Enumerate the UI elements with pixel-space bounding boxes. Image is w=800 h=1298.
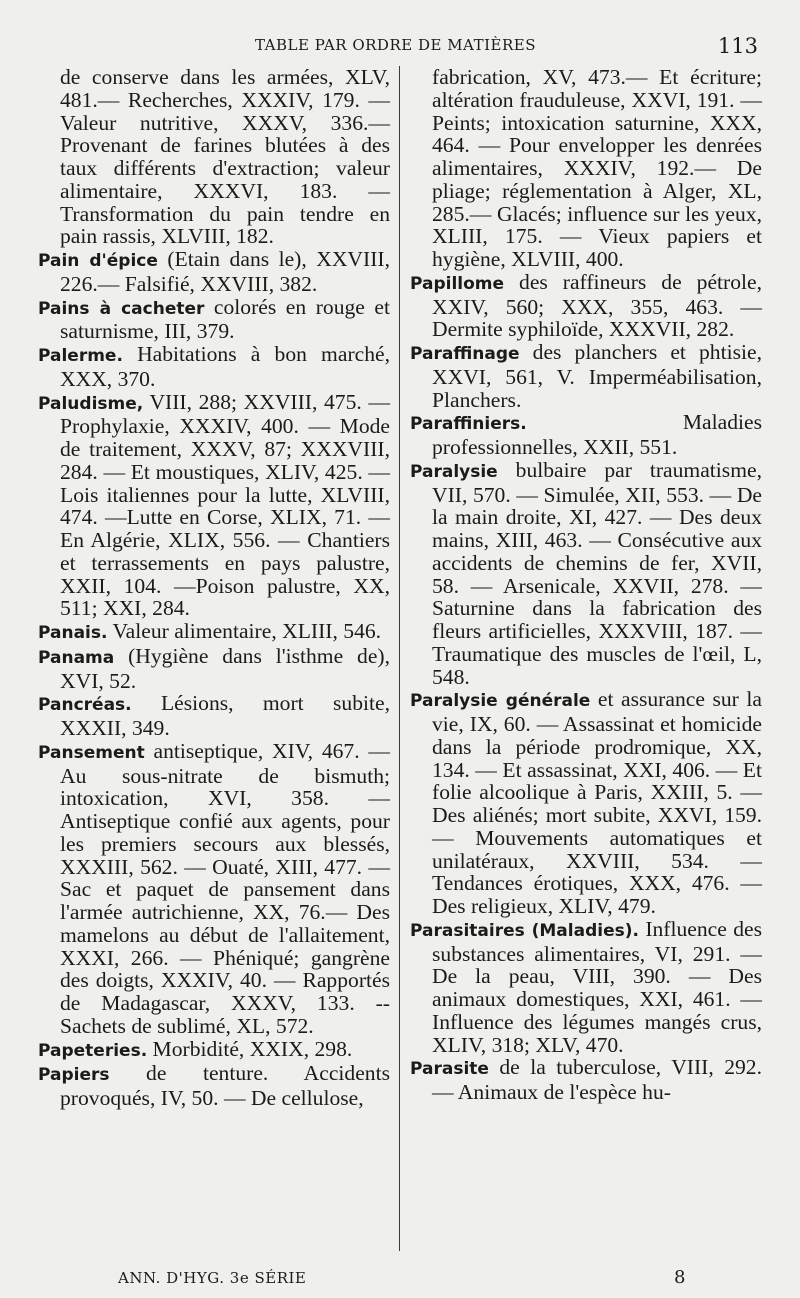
- index-references: des raffineurs de pétrole, XXIV, 560; XXX, 355, 463. — Dermite syphiloïde, XXXVII, 282.: [432, 269, 762, 342]
- index-entry: [38, 692, 390, 740]
- index-references: de la tuberculose, VIII, 292. — Animaux de l'espèce hu-: [432, 1055, 762, 1104]
- left-column: [38, 66, 390, 1110]
- index-term: Panama: [38, 647, 115, 668]
- index-entry: [38, 620, 390, 645]
- index-term: Parasite: [410, 1059, 489, 1080]
- index-term: Pains à cacheter: [38, 298, 205, 319]
- page-footer: [118, 1269, 718, 1291]
- index-entry: [38, 1062, 390, 1110]
- index-references: colorés en rouge et saturnisme, III, 379.: [60, 294, 390, 344]
- index-entry: [38, 296, 390, 344]
- journal-signature: ANN. D'HYG. 3e SÉRIE: [118, 1269, 307, 1287]
- index-term: Paraffinage: [410, 344, 520, 364]
- index-term: Paralysie générale: [410, 691, 591, 712]
- index-references: de conserve dans les armées, XLV, 481.— Recherches, XXXIV, 179. — Valeur nutritive, XXXV, 336.—Provenant de farines blutées à des taux différents d'extraction; valeur alimentaire, XXXVI, 183. — Transformation du pain tendre en pain rassis, XLVIII, 182.: [60, 65, 390, 249]
- index-references: Valeur alimentaire, XLIII, 546.: [107, 619, 382, 643]
- index-entry: [410, 688, 762, 918]
- right-column: [410, 66, 762, 1104]
- index-term: Palerme.: [38, 346, 123, 366]
- index-term: Pain d'épice: [38, 251, 158, 271]
- index-entry: [38, 391, 390, 621]
- index-references: VIII, 288; XXVIII, 475. — Prophylaxie, XXXIV, 400. — Mode de traitement, XXXV, 87; XXXVIII, 284. — Et moustiques, XLIV, 425. — Lois italiennes pour la lutte, XLVIII, 474. —Lutte en Corse, XLIX, 71. — En Algérie, XLIX, 556. — Chantiers et terrassements en pays palustre, XXII, 104. —Poison palustre, XX, 511; XXI, 284.: [60, 389, 390, 621]
- column-divider: [399, 66, 400, 1251]
- index-references: bulbaire par traumatisme, VII, 570. — Simulée, XII, 553. — De la main droite, XI, 427. — Des deux mains, XIII, 463. — Consécutive aux accidents de chemins de fer, XVII, 58. — Arsenicale, XXVII, 278. — Saturnine dans la fabrication des fleurs artificielles, XXXVIII, 187. — Traumatique des muscles de l'œil, L, 548.: [432, 457, 762, 689]
- running-header: [60, 34, 760, 60]
- index-entry: [38, 248, 390, 296]
- index-term: Panais.: [38, 623, 108, 643]
- index-entry: [410, 1056, 762, 1104]
- index-references: et assurance sur la vie, IX, 60. — Assassinat et homicide dans la période prodromique, XX, 134. — Et assassinat, XXI, 406. — Et folie alcoolique à Paris, XXIII, 5. — Des aliénés; mort subite, XXVI, 159. — Mouvements automatiques et unilatéraux, XXVIII, 534. — Tendances érotiques, XXX, 476. — Des religieux, XLIV, 479.: [432, 687, 762, 918]
- index-entry: [410, 918, 762, 1057]
- index-references: Habitations à bon marché, XXX, 370.: [60, 342, 390, 391]
- index-entry: [410, 271, 762, 341]
- index-references: de tenture. Accidents provoqués, IV, 50. — De cellulose,: [60, 1061, 390, 1110]
- index-entry: [38, 1038, 390, 1063]
- index-references: (Hygiène dans l'isthme de), XVI, 52.: [60, 643, 390, 693]
- index-references: Morbidité, XXIX, 298.: [147, 1036, 353, 1061]
- index-entry: [38, 740, 390, 1038]
- index-term: Pancréas.: [38, 695, 132, 716]
- index-entry: [410, 459, 762, 689]
- index-term: Paralysie: [410, 461, 498, 482]
- index-references: Maladies professionnelles, XXII, 551.: [432, 410, 762, 459]
- index-term: Paludisme,: [38, 393, 144, 414]
- index-term: Pansement: [38, 742, 145, 763]
- index-term: Papillome: [410, 273, 505, 294]
- index-references: fabrication, XV, 473.— Et écriture; altération frauduleuse, XXVI, 191. — Peints; intoxication saturnine, XXX, 464. — Pour envelopper les denrées alimentaires, XXXIV, 192.— De pliage; réglementation à Alger, XL, 285.— Glacés; influence sur les yeux, XLIII, 175. — Vieux papiers et hygiène, XLVIII, 400.: [432, 65, 762, 271]
- index-references: (Etain dans le), XXVIII, 226.— Falsifié, XXVIII, 382.: [60, 247, 390, 296]
- index-term: Parasitaires (Maladies).: [410, 920, 639, 941]
- index-term: Papeteries.: [38, 1040, 148, 1061]
- index-entry: [38, 66, 390, 248]
- running-title: TABLE PAR ORDRE DE MATIÈRES: [255, 36, 536, 54]
- index-references: Influence des substances alimentaires, VI, 291. — De la peau, VIII, 390. — Des animaux domestiques, XXI, 461. — Influence des légumes mangés crus, XLIV, 318; XLV, 470.: [432, 916, 762, 1057]
- index-term: Papiers: [38, 1065, 110, 1086]
- index-term: Paraffiniers.: [410, 414, 527, 435]
- index-references: des planchers et phtisie, XXVI, 561, V. Imperméabilisation, Planchers.: [432, 340, 762, 412]
- index-entry: [410, 411, 762, 459]
- index-entry: [38, 645, 390, 693]
- page-number: 113: [717, 34, 758, 58]
- index-references: Lésions, mort subite, XXXII, 349.: [60, 691, 390, 740]
- sheet-signature: 8: [674, 1267, 686, 1288]
- index-entry: [410, 66, 762, 271]
- index-entry: [410, 341, 762, 411]
- index-references: antiseptique, XIV, 467. — Au sous-nitrate de bismuth; intoxication, XVI, 358. — Antiseptique confié aux agents, pour les premiers secours aux blessés, XXXIII, 562. — Ouaté, XIII, 477. — Sac et paquet de pansement dans l'armée autrichienne, XX, 76.— Des mamelons au début de l'allaitement, XXXI, 266. — Phéniqué; gangrène des doigts, XXXIV, 40. — Rapportés de Madagascar, XXXV, 133. -- Sachets de sublimé, XL, 572.: [60, 738, 390, 1038]
- index-entry: [38, 343, 390, 391]
